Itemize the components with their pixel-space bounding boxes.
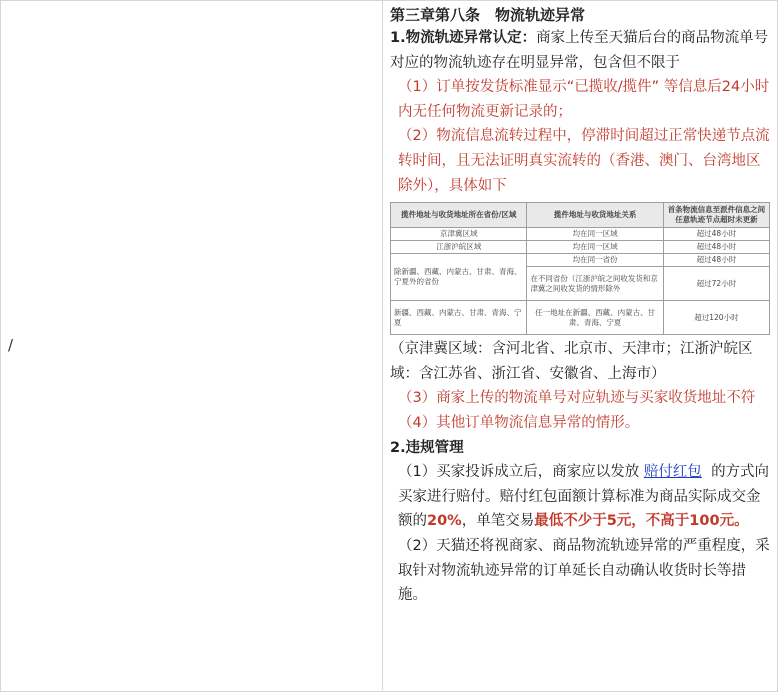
timeout-table [390, 202, 770, 335]
compensation-min-max: 最低不少于5元，不高于100元。 [534, 513, 749, 530]
table-header: 首条物流信息至派件信息之间任意轨迹节点超时未更新 [663, 203, 769, 228]
section-1-paragraph [390, 26, 772, 75]
compensation-redpacket-link[interactable]: 赔付红包 [643, 464, 702, 481]
compensation-paragraph [390, 460, 772, 534]
section-1-text: 商家上传至天猫后台的商品物流单号对应的物流轨迹存在明显异常，包含但不限于 [390, 30, 769, 71]
section-1-heading: 1.物流轨迹异常认定： [390, 30, 537, 46]
section-2-heading: 2.违规管理 [390, 439, 464, 456]
rule-item-2: （2）物流信息流转过程中，停滞时间超过正常快递节点流转时间，且无法证明真实流转的（香港、澳门、台湾地区除外），具体如下 [398, 128, 770, 194]
table-cell: 江浙沪皖区域 [391, 241, 527, 254]
table-cell: 任一地址在新疆、西藏、内蒙古、甘肃、青海、宁夏 [527, 301, 663, 335]
left-cell-text: / [8, 336, 14, 354]
table-cell: 京津冀区域 [391, 228, 527, 241]
table-header: 揽件地址与收货地址关系 [527, 203, 663, 228]
penalty-paragraph: （2）天猫还将视商家、商品物流轨迹异常的严重程度，采取针对物流轨迹异常的订单延长自动确认收货时长等措施。 [398, 537, 770, 604]
table-cell: 均在同一区域 [527, 241, 663, 254]
compensation-text-2: 的方式向买家进行赔付。赔付红包面额计算标准为商品实际成交金额的 [398, 464, 770, 530]
table-cell: 超过48小时 [663, 228, 769, 241]
table-cell: 超过72小时 [663, 267, 769, 301]
region-note: （京津冀区域：含河北省、北京市、天津市；江浙沪皖区域：含江苏省、浙江省、安徽省、上海市） [390, 341, 753, 382]
rule-item-3: （3）商家上传的物流单号对应轨迹与买家收货地址不符 [398, 390, 756, 407]
table-row [391, 254, 770, 267]
article-title: 第三章第八条 物流轨迹异常 [390, 6, 586, 24]
table-cell: 除新疆、西藏、内蒙古、甘肃、青海、宁夏外的省份 [391, 254, 527, 301]
table-row [391, 241, 770, 254]
table-row [391, 228, 770, 241]
rule-item-1: （1）订单按发货标准显示“已揽收/揽件” 等信息后24小时内无任何物流更新记录的； [398, 79, 770, 120]
column-divider [382, 0, 383, 690]
table-cell: 均在同一省份 [527, 254, 663, 267]
compensation-percent: 20% [427, 513, 462, 530]
table-header: 揽件地址与收货地址所在省份/区域 [391, 203, 527, 228]
table-row [391, 301, 770, 335]
table-header-row [391, 203, 770, 228]
rule-item-4: （4）其他订单物流信息异常的情形。 [398, 414, 640, 431]
table-cell: 新疆、西藏、内蒙古、甘肃、青海、宁夏 [391, 301, 527, 335]
compensation-text-3: ，单笔交易 [461, 513, 535, 530]
compensation-text-1: （1）买家投诉成立后，商家应以发放 [398, 464, 640, 481]
table-cell: 均在同一区域 [527, 228, 663, 241]
table-cell: 在不同省份（江浙沪皖之间收发货和京津冀之间收发货的情形除外 [527, 267, 663, 301]
table-cell: 超过48小时 [663, 254, 769, 267]
article-cell [390, 4, 772, 608]
table-cell: 超过120小时 [663, 301, 769, 335]
table-cell: 超过48小时 [663, 241, 769, 254]
